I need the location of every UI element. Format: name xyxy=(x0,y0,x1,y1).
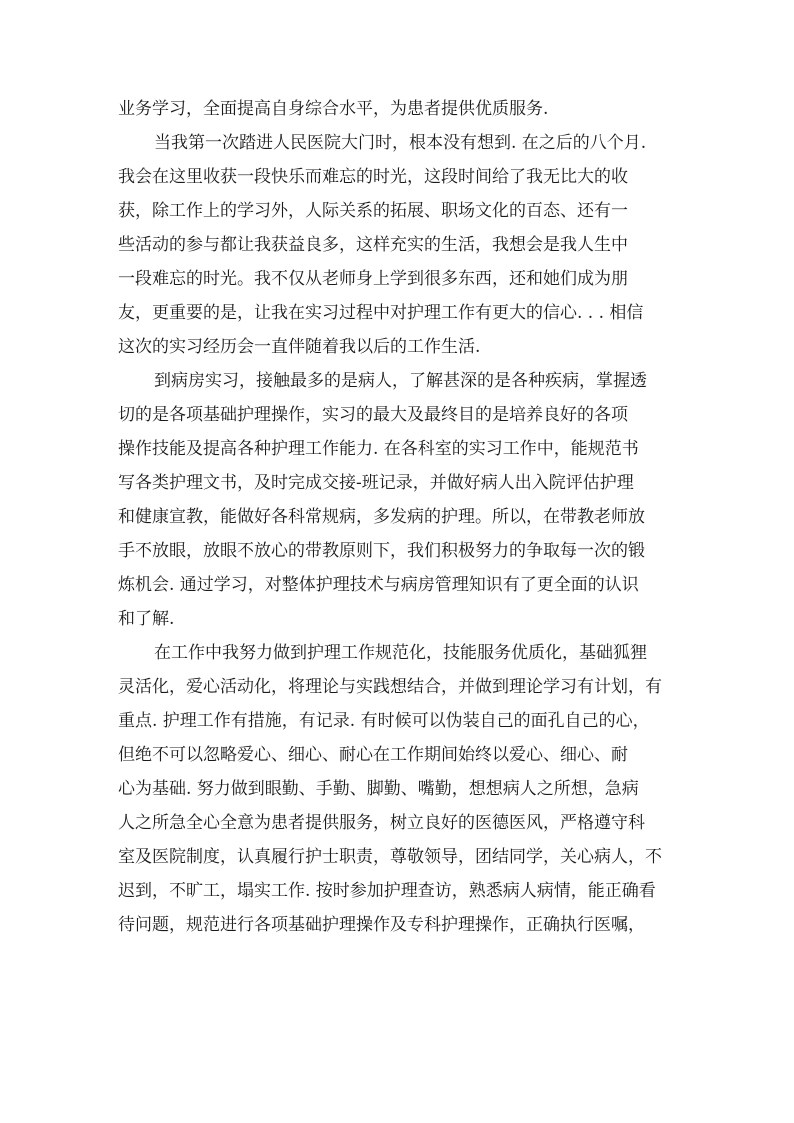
paragraph-start-line: 在工作中我努力做到护理工作规范化，技能服务优质化，基础狐狸 xyxy=(154,643,647,663)
document-body xyxy=(118,92,678,942)
text-line: 待问题，规范进行各项基础护理操作及专科护理操作，正确执行医嘱， xyxy=(118,915,645,935)
text-line: 写各类护理文书，及时完成交接-班记录，并做好病人出入院评估护理 xyxy=(118,473,634,493)
text-line: 人之所急全心全意为患者提供服务，树立良好的医德医风，严格遵守科 xyxy=(118,813,645,833)
paragraph-start-line: 当我第一次踏进人民医院大门时，根本没有想到. 在之后的八个月. xyxy=(154,133,647,153)
text-line: 和健康宣教，能做好各科常规病，多发病的护理。所以，在带教老师放 xyxy=(118,507,645,527)
text-line: 业务学习，全面提高自身综合水平，为患者提供优质服务. xyxy=(118,99,549,119)
paragraph-start-line: 到病房实习，接触最多的是病人，了解甚深的是各种疾病，掌握透 xyxy=(154,371,647,391)
text-line: 心为基础. 努力做到眼勤、手勤、脚勤、嘴勤，想想病人之所想，急病 xyxy=(118,779,639,799)
text-line: 些活动的参与都让我获益良多，这样充实的生活，我想会是我人生中 xyxy=(118,235,628,255)
text-line: 重点. 护理工作有措施，有记录. 有时候可以伪装自己的面孔自己的心， xyxy=(118,711,650,731)
text-line: 炼机会. 通过学习，对整体护理技术与病房管理知识有了更全面的认识 xyxy=(118,575,639,595)
text-line: 但绝不可以忽略爱心、细心、耐心在工作期间始终以爱心、细心、耐 xyxy=(118,745,628,765)
text-line: 室及医院制度，认真履行护士职责，尊敬领导，团结同学，关心病人，不 xyxy=(118,847,662,867)
text-line: 这次的实习经历会一直伴随着我以后的工作生活. xyxy=(118,337,481,357)
text-line: 一段难忘的时光。我不仅从老师身上学到很多东西，还和她们成为朋 xyxy=(118,269,628,289)
text-line: 切的是各项基础护理操作，实习的最大及最终目的是培养良好的各项 xyxy=(118,405,628,425)
text-line: 友，更重要的是，让我在实习过程中对护理工作有更大的信心. . . 相信 xyxy=(118,303,644,323)
text-line: 操作技能及提高各种护理工作能力. 在各科室的实习工作中，能规范书 xyxy=(118,439,639,459)
text-line: 获，除工作上的学习外，人际关系的拓展、职场文化的百态、还有一 xyxy=(118,201,628,221)
text-line: 灵活化，爱心活动化，将理论与实践想结合，并做到理论学习有计划，有 xyxy=(118,677,662,697)
text-line: 迟到，不旷工，塌实工作. 按时参加护理查访，熟悉病人病情，能正确看 xyxy=(118,881,656,901)
text-line: 手不放眼，放眼不放心的带教原则下，我们积极努力的争取每一次的锻 xyxy=(118,541,645,561)
text-line: 和了解. xyxy=(118,609,175,629)
text-line: 我会在这里收获一段快乐而难忘的时光，这段时间给了我无比大的收 xyxy=(118,167,628,187)
